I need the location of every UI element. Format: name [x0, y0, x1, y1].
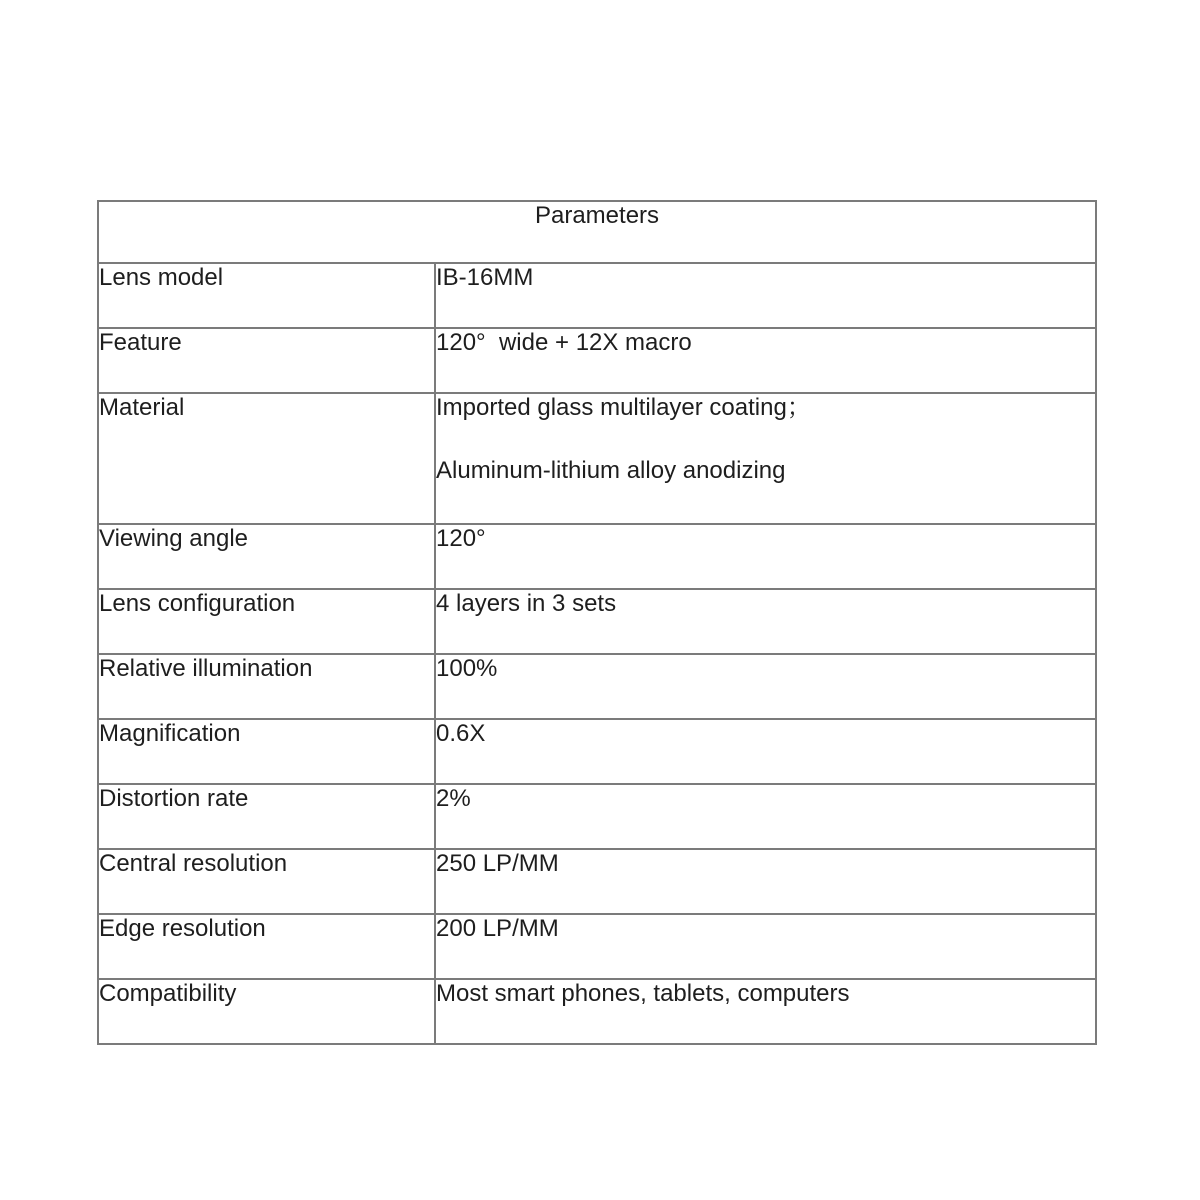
- spec-label: Edge resolution: [98, 914, 435, 979]
- spec-row: [98, 849, 1096, 914]
- spec-label: Lens configuration: [98, 589, 435, 654]
- spec-row: [98, 654, 1096, 719]
- spec-row: [98, 914, 1096, 979]
- table-title: Parameters: [98, 201, 1096, 263]
- spec-value: [435, 393, 1096, 524]
- spec-row: [98, 328, 1096, 393]
- spec-table: [97, 200, 1097, 1045]
- spec-row: [98, 589, 1096, 654]
- spec-value-text: 4 layers in 3 sets: [436, 590, 617, 617]
- spec-row: [98, 979, 1096, 1044]
- spec-value-text-2: Aluminum-lithium alloy anodizing: [436, 457, 786, 484]
- spec-value-text: 120°: [436, 525, 486, 552]
- spec-value-text: 120° wide + 12X macro: [436, 329, 692, 356]
- spec-label: Feature: [98, 328, 435, 393]
- spec-value-text: 2%: [436, 785, 471, 812]
- spec-value: [435, 654, 1096, 719]
- spec-value: [435, 589, 1096, 654]
- spec-label: Magnification: [98, 719, 435, 784]
- spec-value-text: IB-16MM: [436, 264, 534, 291]
- spec-label: Material: [98, 393, 435, 524]
- spec-value: [435, 979, 1096, 1044]
- spec-row: [98, 719, 1096, 784]
- spec-value: [435, 524, 1096, 589]
- spec-value-text: 100%: [436, 655, 498, 682]
- table-header-row: [98, 201, 1096, 263]
- spec-label: Viewing angle: [98, 524, 435, 589]
- spec-label: Lens model: [98, 263, 435, 328]
- spec-value: [435, 263, 1096, 328]
- spec-value-text: Most smart phones, tablets, computers: [436, 980, 850, 1007]
- spec-value: [435, 849, 1096, 914]
- spec-value-text: 250 LP/MM: [436, 850, 559, 877]
- spec-label: Relative illumination: [98, 654, 435, 719]
- spec-label: Compatibility: [98, 979, 435, 1044]
- spec-value: [435, 784, 1096, 849]
- spec-value-text: 200 LP/MM: [436, 915, 559, 942]
- spec-label: Distortion rate: [98, 784, 435, 849]
- spec-row: [98, 784, 1096, 849]
- spec-value: [435, 328, 1096, 393]
- spec-label: Central resolution: [98, 849, 435, 914]
- spec-value-text: Imported glass multilayer coating；: [436, 394, 811, 421]
- spec-row: [98, 393, 1096, 524]
- spec-value-text: 0.6X: [436, 720, 486, 747]
- parameters-table: [97, 200, 1095, 1045]
- spec-value: [435, 719, 1096, 784]
- spec-row: [98, 263, 1096, 328]
- spec-value: [435, 914, 1096, 979]
- spec-row: [98, 524, 1096, 589]
